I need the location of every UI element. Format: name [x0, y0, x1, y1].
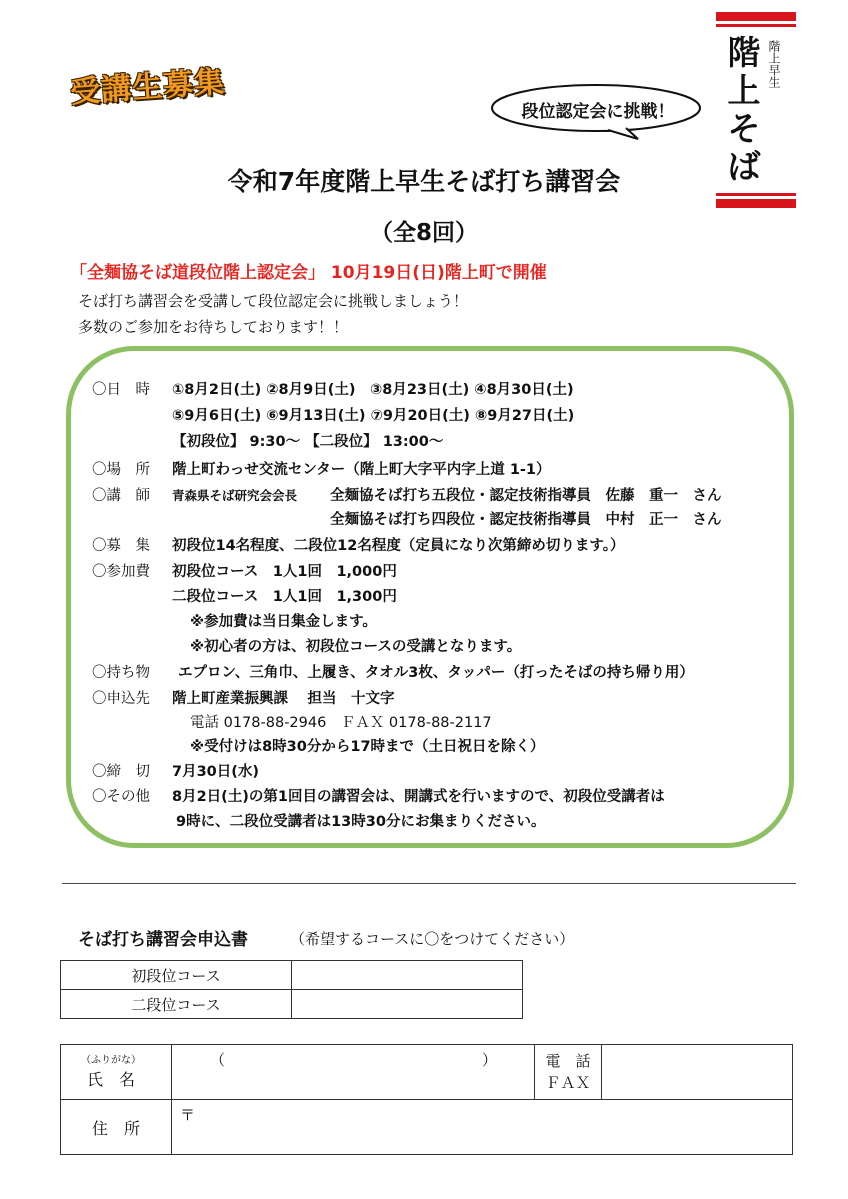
course-row-basic — [61, 961, 523, 990]
tel-label: 電 話 — [545, 1052, 591, 1070]
challenge-bubble — [488, 82, 708, 140]
recruit-value: 初段位14名程度、二段位12名程度（定員になり次第締め切ります。） — [172, 538, 625, 554]
address-label: 住 所 — [61, 1100, 172, 1155]
name-input-cell[interactable] — [172, 1045, 535, 1100]
course-advanced-mark-cell[interactable] — [292, 990, 523, 1019]
address-row — [61, 1100, 793, 1155]
fee-basic: 初段位コース 1人1回 1,000円 — [172, 564, 397, 580]
form-note: （希望するコースに〇をつけてください） — [290, 930, 575, 948]
fee-note-1: ※参加費は当日集金します。 — [190, 614, 377, 630]
details-section: 〇日 時 ①8月2日(土) ②8月9日(土) ③8月23日(土) ④8月30日(土) ⑤9月6日(土) ⑥9月13日(土) ⑦9月20日(土) ⑧9月27日(土) 【初段位】 9:30～ 【二段位】 13:00～ 〇場 所 階上町わっせ交流センター（階上町大字平内字上道 1-1） 〇講 師 青森県そば研究会会長 全麺協そば打ち五段位・認定技術指導員 佐藤 重一 さん 全麺協そば打ち四段位・認定技術指導員 中村 正一 さん 〇募 集 初段位14名程度、二段位12名程度（定員になり次第締め切ります。） 〇参加費 初段位コース 1人1回 1,000円 二段位コース 1人1回 1,300円 ※参加費は当日集金します。 ※初心者の方は、初段位コースの受講となります。 〇持ち物 エプロン、三角巾、上履き、タオル3枚、タッパー（打ったそばの持ち帰り用） 〇申込先 階上町産業振興課 担当 十文字 電話 0178-88-2946 ＦＡＸ 0178-88-2117 ※受付けは8時30分から17時まで（土日祝日を除く） 〇締 切 7月30日(水) 〇その他 8月2日(土)の第1回目の講習会は、開講式を行いますので、初段位受講者は 9時に、二段位受講者は13時30分にお集まりください。 — [92, 378, 772, 828]
form-title: そば打ち講習会申込書 — [78, 930, 248, 950]
name-label-cell — [61, 1045, 172, 1100]
tel-fax-label-cell — [535, 1045, 602, 1100]
address-input-cell[interactable] — [172, 1100, 793, 1155]
furigana-label: （ふりがな） — [81, 1055, 141, 1066]
time-line: 【初段位】 9:30～ 【二段位】 13:00～ — [172, 434, 444, 450]
date-line-1: ①8月2日(土) ②8月9日(土) ③8月23日(土) ④8月30日(土) — [172, 382, 574, 398]
fee-note-2: ※初心者の方は、初段位コースの受講となります。 — [190, 639, 522, 655]
logo-sub-text: 階上早生 — [767, 40, 781, 88]
place-value: 階上町わっせ交流センター（階上町大字平内字上道 1-1） — [172, 462, 551, 478]
bubble-text: 段位認定会に挑戦！ — [521, 102, 675, 122]
course-table — [60, 960, 523, 1019]
postal-mark: 〒 — [180, 1106, 196, 1124]
other-line-1: 8月2日(土)の第1回目の講習会は、開講式を行いますので、初段位受講者は — [172, 789, 665, 805]
recruit-badge: 受講生募集 — [69, 64, 227, 111]
course-row-advanced — [61, 990, 523, 1019]
course-advanced-label: 二段位コース — [61, 990, 292, 1019]
items-value: エプロン、三角巾、上履き、タオル3枚、タッパー（打ったそばの持ち帰り用） — [178, 665, 694, 681]
furigana-paren-open: （ — [210, 1051, 226, 1069]
apply-value: 階上町産業振興課 担当 十文字 — [172, 691, 395, 707]
divider — [62, 883, 796, 884]
page-title: 令和7年度階上早生そば打ち講習会 — [227, 167, 621, 196]
instructor-2: 全麺協そば打ち四段位・認定技術指導員 中村 正一 さん — [330, 512, 722, 528]
furigana-paren-close: ） — [482, 1051, 498, 1069]
page-subtitle: （全8回） — [369, 220, 478, 246]
name-label: 氏 名 — [87, 1070, 136, 1089]
instructor-org: 青森県そば研究会会長 — [172, 488, 298, 503]
tel-fax-input-cell[interactable] — [602, 1045, 793, 1100]
fee-advanced: 二段位コース 1人1回 1,300円 — [172, 589, 397, 605]
applicant-table — [60, 1044, 793, 1155]
fax-label: ＦＡＸ — [545, 1074, 591, 1092]
date-line-2: ⑤9月6日(土) ⑥9月13日(土) ⑦9月20日(土) ⑧9月27日(土) — [172, 408, 575, 424]
other-line-2: 9時に、二段位受講者は13時30分にお集まりください。 — [176, 814, 546, 830]
course-basic-label: 初段位コース — [61, 961, 292, 990]
course-basic-mark-cell[interactable] — [292, 961, 523, 990]
certification-announcement: 「全麺協そば道段位階上認定会」 10月19日(日)階上町で開催 — [70, 263, 547, 283]
intro-line-2: 多数のご参加をお待ちしております！！ — [78, 318, 349, 336]
logo-main-text: 階上そば — [727, 33, 761, 186]
deadline-value: 7月30日(水) — [172, 764, 260, 780]
apply-tel: 電話 0178-88-2946 ＦＡＸ 0178-88-2117 — [190, 715, 492, 731]
apply-note: ※受付けは8時30分から17時まで（土日祝日を除く） — [190, 739, 545, 755]
intro-line-1: そば打ち講習会を受講して段位認定会に挑戦しましょう！ — [78, 292, 469, 310]
name-row — [61, 1045, 793, 1100]
instructor-1: 全麺協そば打ち五段位・認定技術指導員 佐藤 重一 さん — [330, 488, 722, 504]
